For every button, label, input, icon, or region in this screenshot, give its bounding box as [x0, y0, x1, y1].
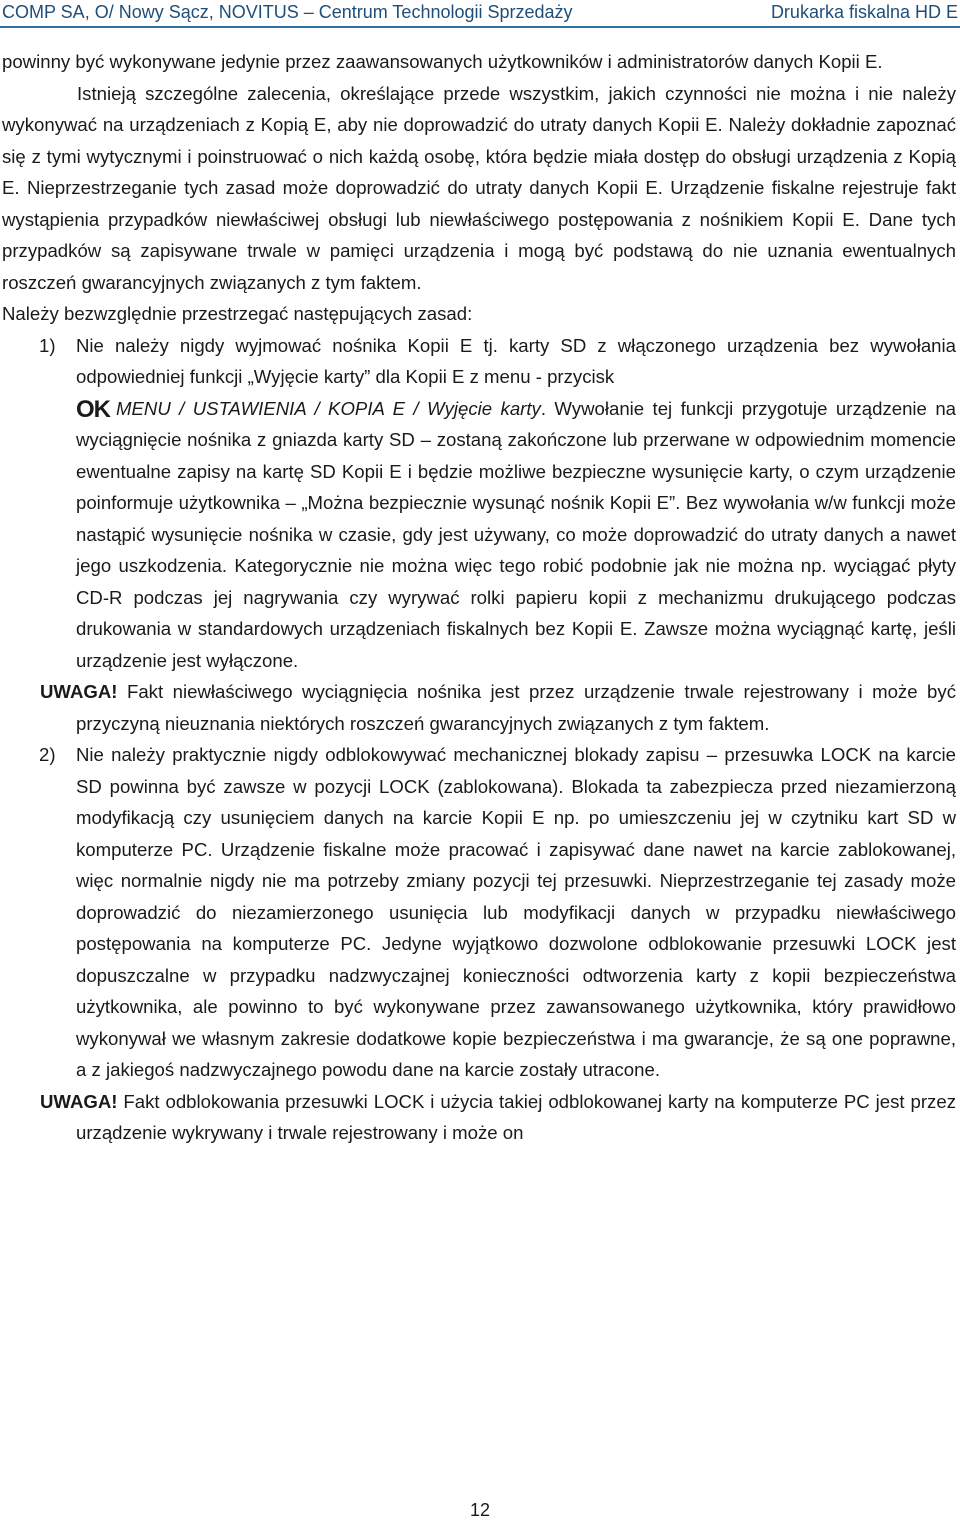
rule-item-1 [2, 330, 956, 677]
paragraph-rules-intro: Należy bezwzględnie przestrzegać następujących zasad: [2, 303, 473, 324]
warning-2 [2, 1086, 956, 1149]
rule-text-continued: . Wywołanie tej funkcji przygotuje urządzenie na wyciągnięcie nośnika z gniazda karty SD – zostaną zakończone lub przerwane w odpowiednim momencie ewentualne zapisy na kartę SD Kopii E i będzie możliwe bezpieczne wysunięcie karty, o czym urządzenie poinformuje użytkownika – „Można bezpiecznie wysunąć nośnik Kopii E”. Bez wywołania w/w funkcji może nastąpić wysunięcie nośnika w czasie, gdy jest używany, co może doprowadzić do utraty danych a nawet jego uszkodzenia. Kategorycznie nie można więc tego robić podobnie jak nie można np. wyciągać płyty CD-R podczas jej nagrywania czy wyrywać rolki papieru kopii z mechanizmu drukującego podczas drukowania w standardowych urządzeniach fiskalnych bez Kopii E. Zawsze można wyciągnąć kartę, jeśli urządzenie jest wyłączone. [76, 397, 956, 671]
page-header [0, 0, 960, 28]
page-number: 12 [469, 1500, 491, 1520]
menu-path: MENU / USTAWIENIA / KOPIA E / Wyjęcie karty [116, 397, 541, 419]
rule-number: 1) [39, 334, 56, 356]
document-body [2, 46, 956, 1149]
warning-text: Fakt niewłaściwego wyciągnięcia nośnika jest przez urządzenie trwale rejestrowany i może być przyczyną nieuznania niektórych roszczeń gwarancyjnych związanych z tym faktem. [76, 681, 956, 734]
warning-label: UWAGA! [40, 681, 118, 702]
rule-number: 2) [39, 744, 56, 765]
header-product: Drukarka fiskalna HD E [770, 2, 958, 22]
header-company: COMP SA, O/ Nowy Sącz, NOVITUS – Centrum Technologii Sprzedaży [2, 2, 573, 22]
ok-key-icon: OK [76, 395, 110, 423]
paragraph-intro: powinny być wykonywane jedynie przez zaawansowanych użytkowników i administratorów danych Kopii E. [2, 51, 883, 72]
warning-1 [2, 676, 956, 739]
rule-item-2 [2, 739, 956, 1086]
rule-text: Nie należy praktycznie nigdy odblokowywać mechanicznej blokady zapisu – przesuwka LOCK na karcie SD powinna być zawsze w pozycji LOCK (zablokowana). Blokada ta zabezpiecza przed niezamierzoną modyfikacją czy usunięciem danych na karcie Kopii E np. po umieszczeniu jej w czytniku kart SD w komputerze PC. Urządzenie fiskalne może pracować i zapisywać dane nawet na karcie zablokowanej, więc normalnie nigdy nie ma potrzeby zmiany pozycji tej przesuwki. Nieprzestrzeganie tej zasady może doprowadzić do niezamierzonego usunięcia lub modyfikacji danych w przypadku niewłaściwego postępowania na komputerze PC. Jedyne wyjątkowo dozwolone odblokowanie przesuwki LOCK jest dopuszczalne w przypadku nadzwyczajnej konieczności odtworzenia karty z kopii bezpieczeństwa użytkownika, ale powinno to być wykonywane przez zawansowanego użytkownika, który prawidłowo wykonywał we własnym zakresie dodatkowe kopie bezpieczeństwa i ma gwarancje, że są one poprawne, a z jakiegoś nadzwyczajnego powodu dane na karcie zostały utracone. [76, 744, 956, 1080]
warning-text: Fakt odblokowania przesuwki LOCK i użycia takiej odblokowanej karty na komputerze PC jest przez urządzenie wykrywany i trwale rejestrowany i może on [76, 1090, 956, 1143]
warning-label: UWAGA! [40, 1090, 118, 1112]
paragraph-guidelines: Istnieją szczególne zalecenia, określające przede wszystkim, jakich czynności nie można i nie należy wykonywać na urządzeniach z Kopią E, aby nie doprowadzić do utraty danych Kopii E. Należy dokładnie zapoznać się z tymi wytycznymi i poinstruować o nich każdą osobę, która będzie miała dostęp do obsługi urządzenia z Kopią E. Nieprzestrzeganie tych zasad może doprowadzić do utraty danych Kopii E. Urządzenie fiskalne rejestruje fakt wystąpienia przypadków niewłaściwej obsługi lub niewłaściwego postępowania z nośnikiem Kopii E. Dane tych przypadków są zapisywane trwale w pamięci urządzenia i mogą być podstawą do nie uznania ewentualnych roszczeń gwarancyjnych związanych z tym faktem. [2, 82, 956, 293]
rule-text: Nie należy nigdy wyjmować nośnika Kopii E tj. karty SD z włączonego urządzenia bez wywołania odpowiedniej funkcji „Wyjęcie karty” dla Kopii E z menu - przycisk [76, 334, 956, 387]
